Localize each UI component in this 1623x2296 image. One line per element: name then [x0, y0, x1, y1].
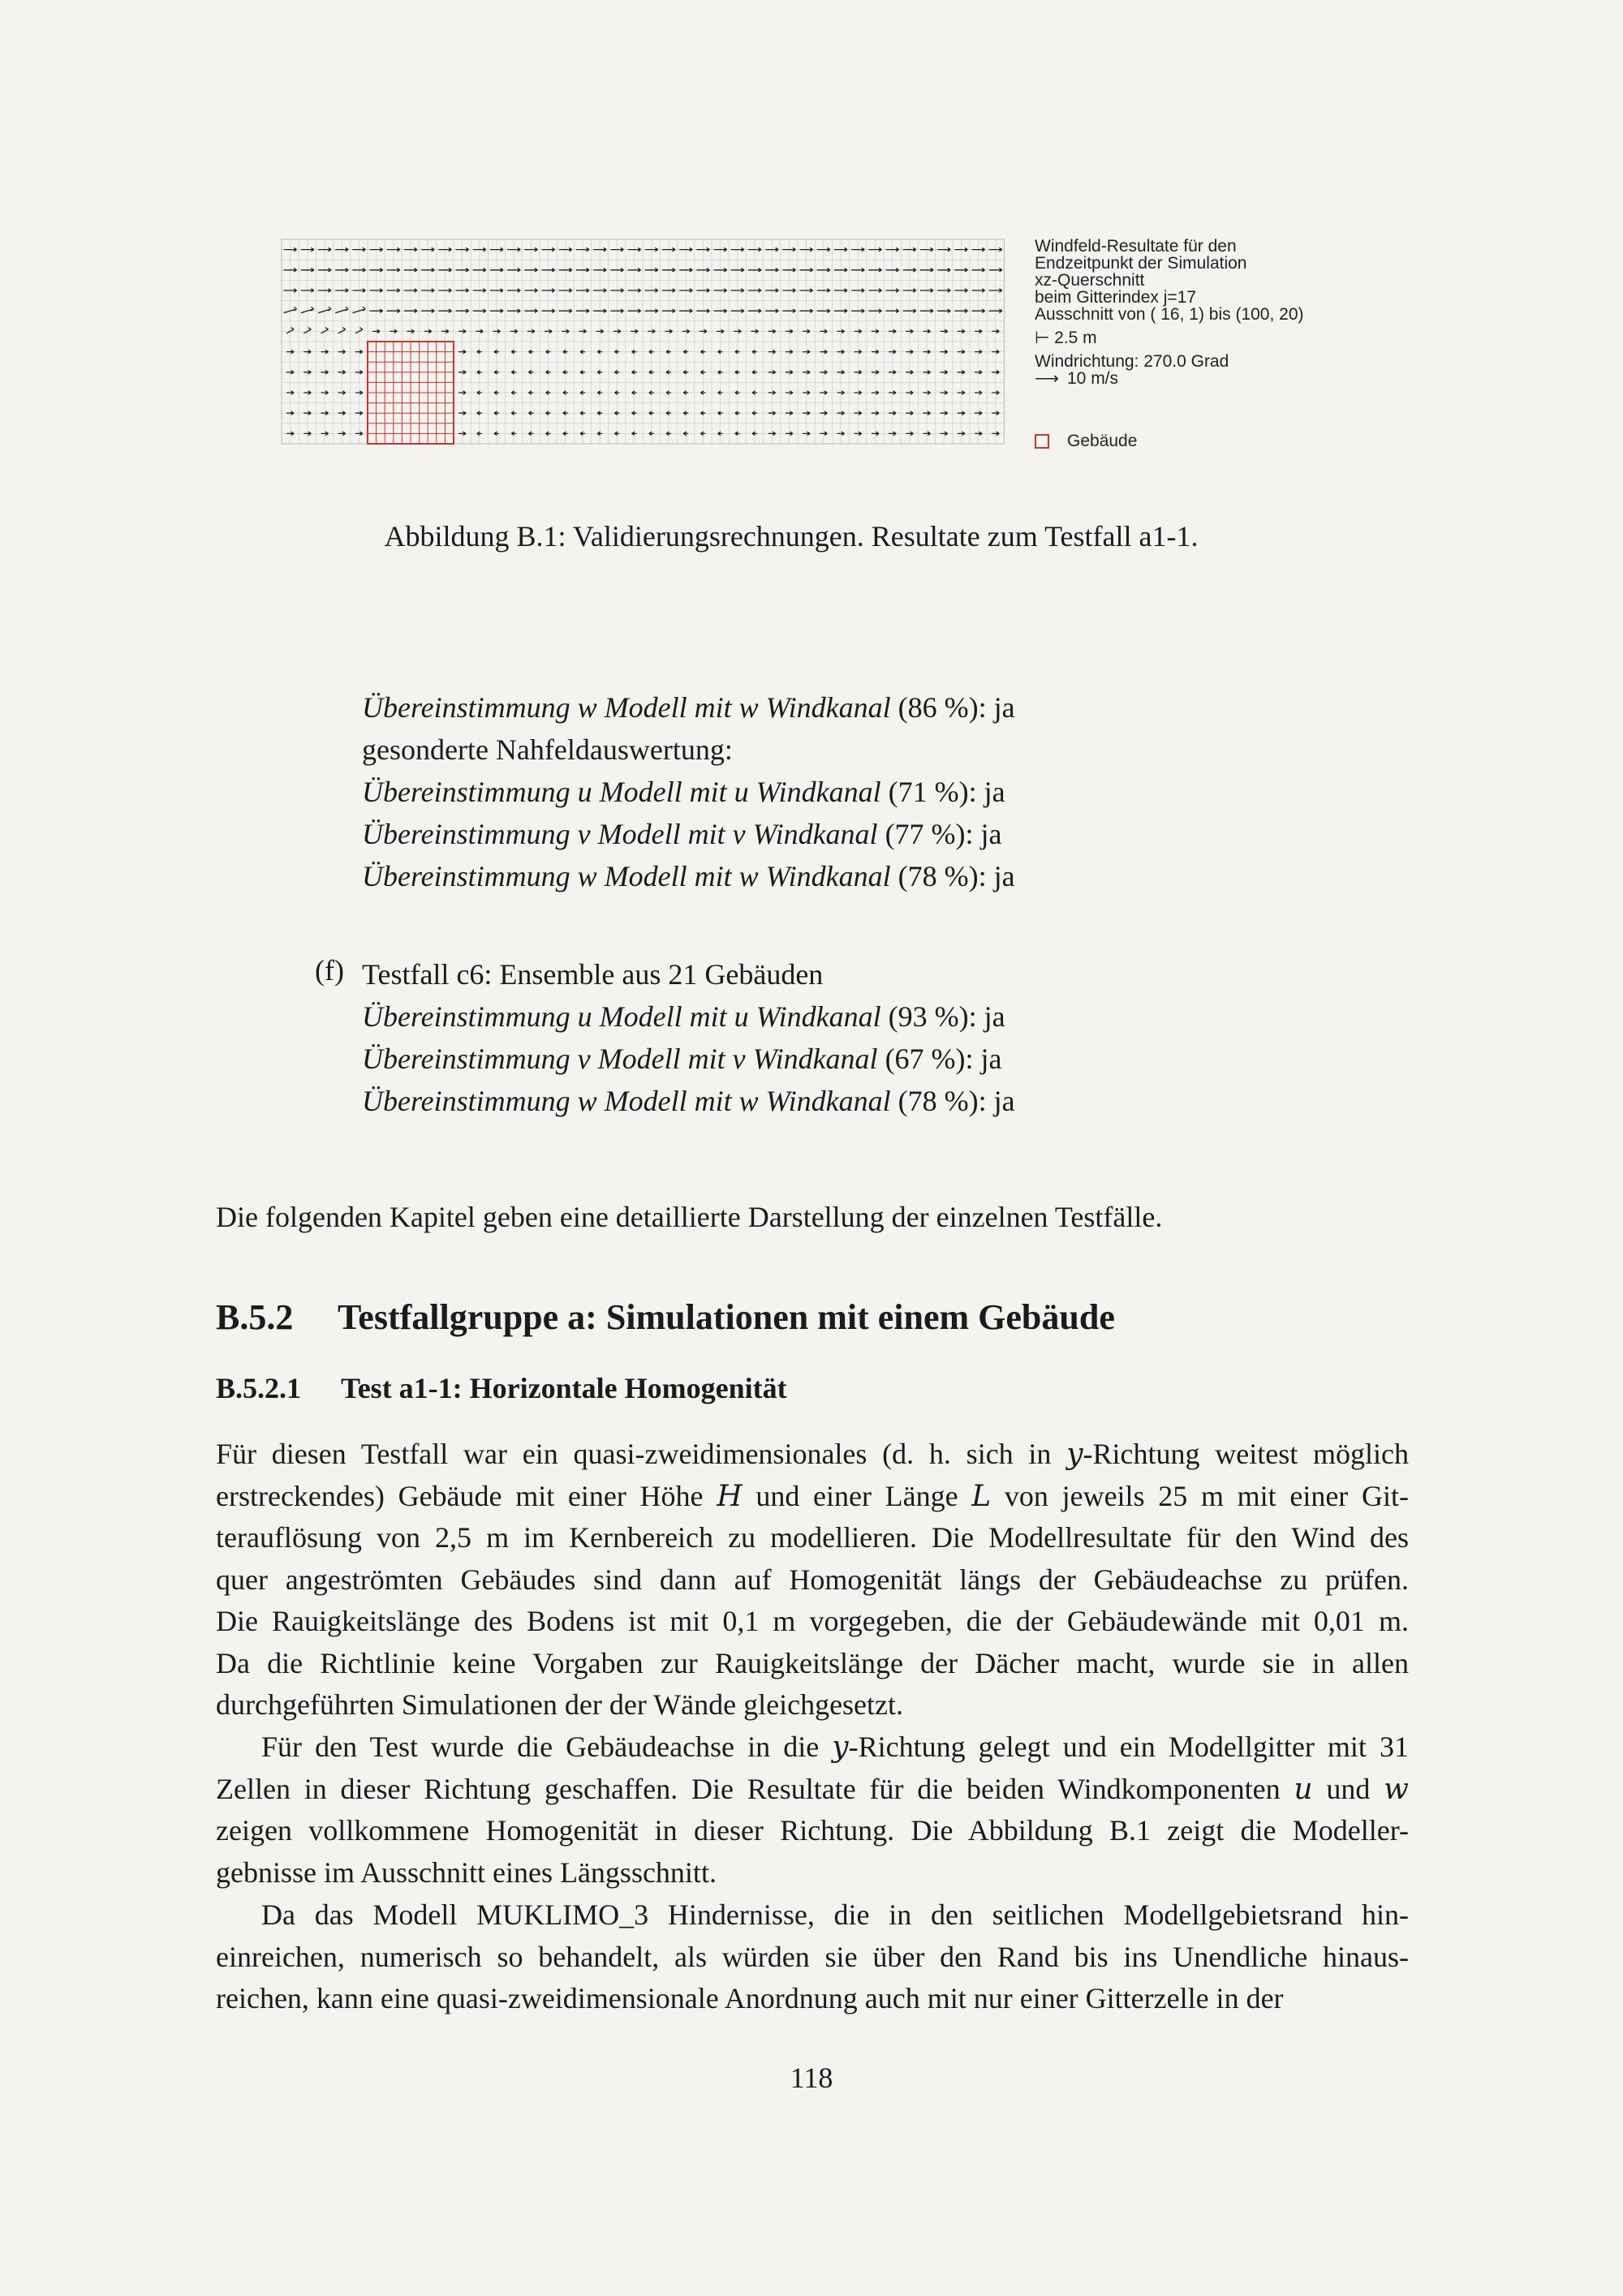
text-run: Für den Test wurde die Gebäudeachse in die: [261, 1731, 833, 1763]
text-line: [216, 1852, 1409, 1894]
list-f: [362, 953, 1015, 1122]
math-variable: u: [1294, 1772, 1313, 1806]
subsection-heading: [216, 1371, 787, 1405]
item-rest: gesonderte Nahfeldauswertung:: [362, 733, 733, 766]
math-variable: L: [971, 1479, 992, 1513]
text-run: von jeweils 25 m mit einer Git-: [991, 1479, 1409, 1512]
list-item: [362, 686, 1015, 729]
text-line: [216, 1684, 1409, 1726]
math-variable: y: [1066, 1438, 1083, 1471]
item-italic: Übereinstimmung w Modell mit w Windkanal: [362, 1085, 891, 1117]
paragraph-3: [216, 1894, 1409, 2020]
text-run: durchgeführten Simulationen der der Wände gleichgesetzt.: [216, 1688, 904, 1721]
legend-line: Ausschnitt von ( 16, 1) bis (100, 20): [1035, 305, 1304, 324]
building-legend-item: [1035, 432, 1137, 449]
list-item: [362, 1038, 1015, 1080]
list-item: [362, 771, 1015, 813]
legend-line: Windfeld-Resultate für den: [1035, 237, 1237, 256]
text-run: Da die Richtlinie keine Vorgaben zur Rauigkeitslänge der Dächer macht, wurde sie in allen: [216, 1646, 1409, 1679]
math-variable: H: [717, 1479, 743, 1513]
text-run: terauflösung von 2,5 m im Kernbereich zu modellieren. Die Modellresultate für den Wind des: [216, 1521, 1409, 1554]
text-run: -Richtung gelegt und ein Modellgitter mit 31: [848, 1731, 1409, 1763]
subsection-number: B.5.2.1: [216, 1372, 302, 1404]
item-rest: (86 %): ja: [890, 691, 1015, 724]
list-e: [362, 686, 1015, 897]
text-line: [216, 1643, 1409, 1685]
figure-caption: [0, 519, 1623, 553]
subsection-title: Test a1-1: Horizontale Homogenität: [341, 1372, 787, 1404]
text-line: [216, 1894, 1409, 1937]
scale-bar-icon: ⊢: [1035, 329, 1055, 347]
section-number: B.5.2: [216, 1297, 294, 1337]
text-run: einreichen, numerisch so behandelt, als würden sie über den Rand bis ins Unendliche hinaus-: [216, 1940, 1409, 1973]
text-line: [216, 1978, 1409, 2020]
text-run: zeigen vollkommene Homogenität in dieser Richtung. Die Abbildung B.1 zeigt die Modeller-: [216, 1814, 1409, 1847]
text-run: reichen, kann eine quasi-zweidimensionale Anordnung auch mit nur einer Gitterzelle in der: [216, 1982, 1284, 2014]
wind-field-figure: [280, 238, 1359, 457]
vector-label: 10 m/s: [1067, 369, 1119, 388]
text-run: Für diesen Testfall war ein quasi-zweidimensionales (d. h. sich in: [216, 1438, 1067, 1470]
text-run: quer angeströmten Gebäudes sind dann auf Homogenität längs der Gebäudeachse zu prüfen.: [216, 1563, 1409, 1596]
wind-direction-label: Windrichtung: 270.0 Grad: [1035, 352, 1229, 371]
item-italic: Übereinstimmung u Modell mit u Windkanal: [362, 1000, 881, 1033]
list-item: [362, 813, 1015, 855]
caption-text: Abbildung B.1: Validierungsrechnungen. Resultate zum Testfall a1-1.: [384, 520, 1199, 553]
building-grid: [368, 342, 454, 444]
item-italic: Übereinstimmung w Modell mit w Windkanal: [362, 691, 891, 724]
section-heading: [216, 1296, 1115, 1338]
list-f-title: Testfall c6: Ensemble aus 21 Gebäuden: [362, 958, 824, 991]
item-rest: (77 %): ja: [877, 818, 1002, 850]
legend-line: xz-Querschnitt: [1035, 271, 1145, 290]
legend-line: Endzeitpunkt der Simulation: [1035, 254, 1247, 273]
math-variable: w: [1384, 1772, 1409, 1806]
list-item: [362, 729, 1015, 771]
text-line: [216, 1476, 1409, 1518]
text-run: Da das Modell MUKLIMO_3 Hindernisse, die in den seitlichen Modellgebietsrand hin-: [261, 1898, 1409, 1931]
text-run: Die Rauigkeitslänge des Bodens ist mit 0,1 m vorgegeben, die der Gebäudewände mit 0,01 m.: [216, 1605, 1409, 1637]
section-title: Testfallgruppe a: Simulationen mit einem Gebäude: [338, 1297, 1115, 1337]
list-item: [362, 855, 1015, 897]
text-line: [216, 1434, 1409, 1476]
text-line: [216, 1559, 1409, 1602]
text-line: [216, 1601, 1409, 1643]
list-f-marker: (f): [315, 954, 344, 987]
wind-field-plot: [280, 238, 1018, 457]
text-run: und einer Länge: [742, 1479, 972, 1512]
page-number: 118: [790, 2062, 833, 2094]
item-rest: (67 %): ja: [877, 1043, 1002, 1075]
arrow-right-icon: ⟶: [1035, 369, 1060, 388]
item-rest: (78 %): ja: [890, 1085, 1015, 1117]
intro-sentence: [216, 1197, 1409, 1239]
legend-line: beim Gitterindex j=17: [1035, 288, 1197, 307]
item-italic: Übereinstimmung v Modell mit v Windkanal: [362, 1043, 878, 1075]
item-italic: Übereinstimmung u Modell mit u Windkanal: [362, 776, 881, 808]
text-line: [216, 1726, 1409, 1769]
item-italic: Übereinstimmung v Modell mit v Windkanal: [362, 818, 878, 850]
list-item: [362, 995, 1015, 1038]
scale-item: [1035, 329, 1375, 346]
item-rest: (93 %): ja: [880, 1000, 1005, 1033]
text-run: gebnisse im Ausschnitt eines Längsschnitt.: [216, 1855, 717, 1889]
building-square-icon: [1035, 434, 1049, 449]
scale-label: 2.5 m: [1054, 329, 1097, 347]
building-label: Gebäude: [1067, 432, 1138, 450]
paragraph-1: [216, 1434, 1409, 1726]
item-italic: Übereinstimmung w Modell mit w Windkanal: [362, 860, 891, 892]
text-run: erstreckendes) Gebäude mit einer Höhe: [216, 1479, 717, 1512]
paragraph-2: [216, 1726, 1409, 1894]
vector-item: [1035, 370, 1375, 387]
text-run: Zellen in dieser Richtung geschaffen. Die Resultate für die beiden Windkomponenten: [216, 1772, 1294, 1805]
text-line: [216, 1517, 1409, 1559]
math-variable: y: [832, 1731, 849, 1764]
list-item: [362, 1080, 1015, 1122]
text-line: [216, 1769, 1409, 1811]
intro-text: Die folgenden Kapitel geben eine detaillierte Darstellung der einzelnen Testfälle.: [216, 1201, 1163, 1233]
item-rest: (71 %): ja: [880, 776, 1005, 808]
text-line: [216, 1810, 1409, 1852]
text-line: [216, 1937, 1409, 1979]
text-run: und: [1312, 1772, 1384, 1805]
item-rest: (78 %): ja: [890, 860, 1015, 892]
text-run: -Richtung weitest möglich: [1083, 1438, 1410, 1470]
figure-legend: [1035, 237, 1375, 450]
